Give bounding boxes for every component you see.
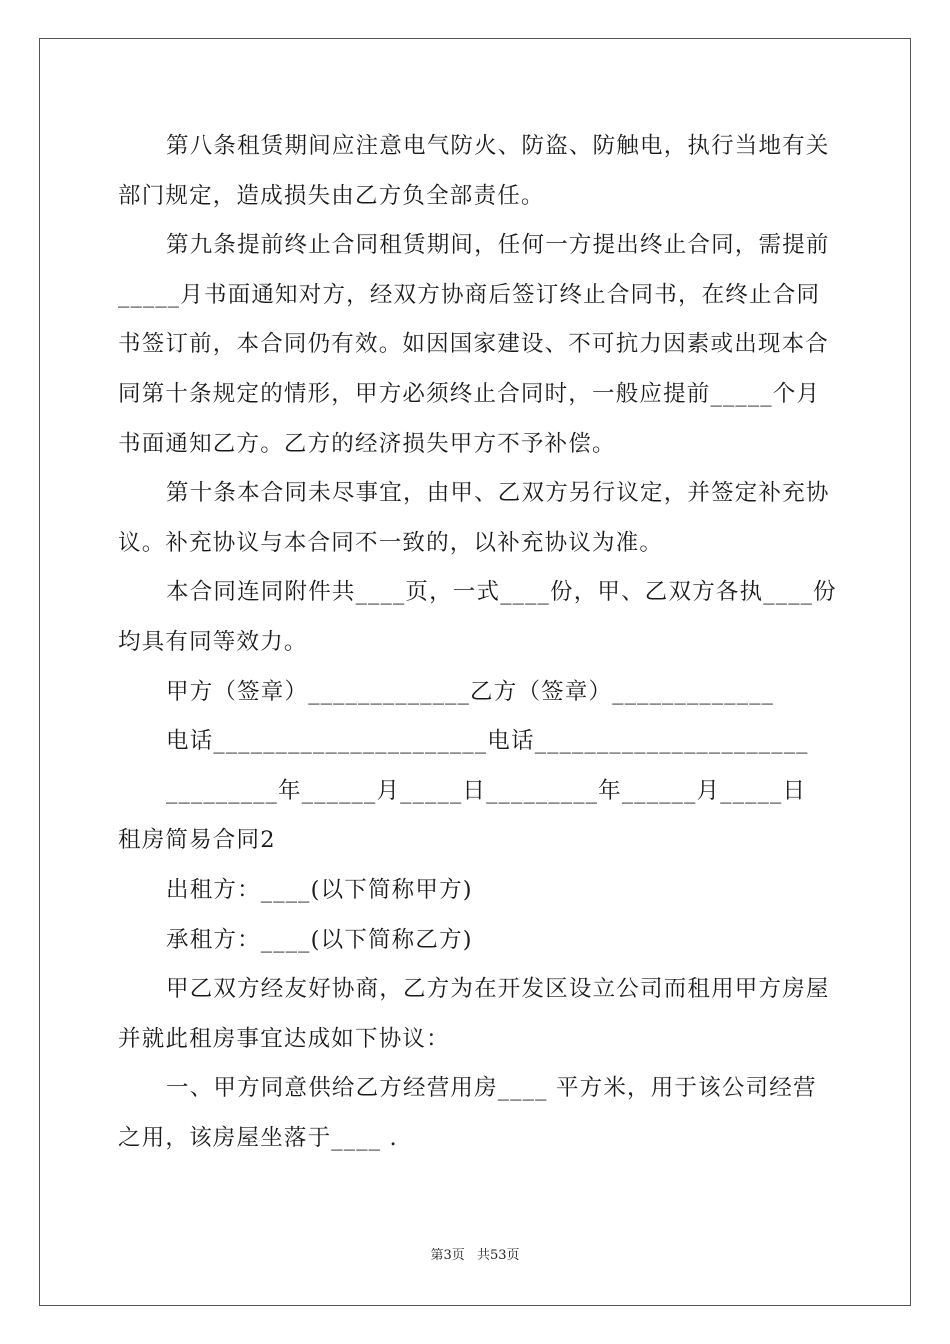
page-total: 共53页 — [476, 1248, 520, 1263]
section-title: 租房简易合同2 — [118, 827, 276, 854]
page-footer — [0, 1247, 950, 1265]
text-line-9: 议。补充协议与本合同不一致的，以补充协议为准。 — [118, 529, 664, 556]
text-line-7: 书面通知乙方。乙方的经济损失甲方不予补偿。 — [118, 430, 616, 457]
text-line-6: 同第十条规定的情形，甲方必须终止合同时，一般应提前_____个月 — [118, 380, 821, 407]
text-line-21: 之用，该房屋坐落于____ . — [118, 1124, 398, 1151]
lessee-line: 承租方：____(以下简称乙方) — [166, 926, 473, 953]
text-line-19: 并就此租房事宜达成如下协议： — [118, 1025, 450, 1052]
text-line-5: 书签订前，本合同仍有效。如因国家建设、不可抗力因素或出现本合 — [118, 331, 830, 358]
text-line-10: 本合同连同附件共____页，一式____份，甲、乙双方各执____份 — [166, 579, 837, 606]
page-number: 第3页 — [430, 1248, 465, 1263]
text-line-18: 甲乙双方经友好协商，乙方为在开发区设立公司而租用甲方房屋 — [166, 976, 830, 1003]
text-line-2: 部门规定，造成损失由乙方负全部责任。 — [118, 182, 545, 209]
text-line-11: 均具有同等效力。 — [118, 628, 308, 655]
lessor-line: 出租方：____(以下简称甲方) — [166, 876, 473, 903]
text-line-1: 第八条租赁期间应注意电气防火、防盗、防触电，执行当地有关 — [166, 133, 830, 159]
text-line-20: 一、甲方同意供给乙方经营用房____ 平方米，用于该公司经营 — [166, 1075, 817, 1102]
signature-line: 甲方（签章）_____________乙方（签章）_____________ — [166, 678, 775, 705]
date-line: _________年______月_____日_________年______月_____日 — [166, 777, 807, 804]
text-line-3: 第九条提前终止合同租赁期间，任何一方提出终止合同，需提前 — [166, 232, 830, 259]
phone-line: 电话______________________电话______________________ — [166, 728, 809, 755]
text-line-4: _____月书面通知对方，经双方协商后签订终止合同书，在终止合同 — [118, 281, 821, 308]
text-line-8: 第十条本合同未尽事宜，由甲、乙双方另行议定，并签定补充协 — [166, 480, 830, 507]
document-body — [118, 122, 838, 1163]
